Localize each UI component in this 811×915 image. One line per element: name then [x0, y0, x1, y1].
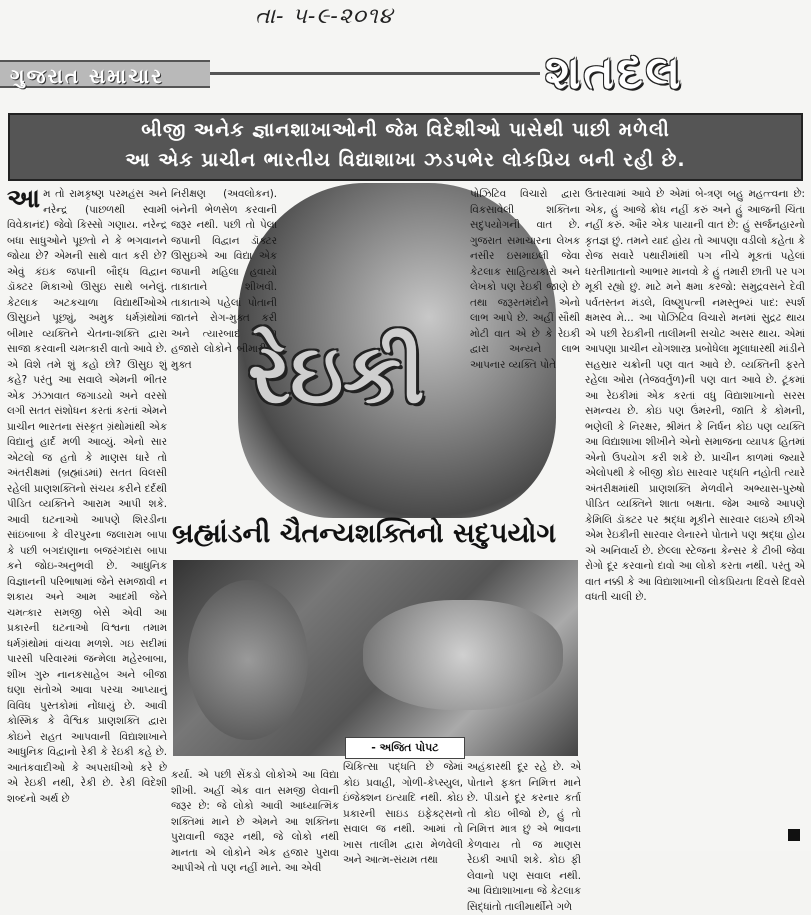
article-column-3: પોઝિટિવ વિચારો દ્વારા વિકસાવેલી શક્તિના સદુપયોગની વાત છે. ગુજરાત સમાચારના લેખક નસીર ઇસમાઇલી જેવા કેટલાક સાહિત્યકારો અને લેખકો પણ રેઇકી જાણે છે તથા જરૂરતમંદોને એનો લાભ આપે છે. અહીં સૌથી મોટી વાત એ છે કે રેઇકી દ્વારા અન્યને લાભ આપનાર વ્યક્તિ પોતે: [470, 188, 580, 371]
handwritten-date: તા- ૫-૯-૨૦૧૪: [255, 4, 394, 29]
article-end-mark: [788, 829, 800, 841]
article-title: રેઇકી: [248, 327, 425, 422]
article-column-1: [7, 184, 167, 844]
photo-face-shape: [188, 580, 308, 740]
headline-banner: [8, 113, 803, 181]
drop-cap: આ: [7, 184, 41, 214]
column-1-text: મ તો રામકૃષ્ણ પરમહંસ અને નરેન્દ્ર (પાછળથી સ્વામી વિવેકાનંદ) જેવો કિસ્સો ગણાય. નરેન્દ્ર બધા સાધુઓને પૂછતો ને કે ભગવાનને જોયા છે? એમની સાથે વાત કરી છે? એવું કંઇક જપાની બૌદ્ધ વિદ્વાન ડૉક્ટર મિકાઓ ઊસુઇ સાથે બનેલું. કેટલાક અટકચાળા વિદ્યાર્થીઓએ ઊસુઇને પૂછ્યું, અમુક ધર્મગ્રંથોમાં બીમાર વ્યક્તિને ચેતના-શક્તિ દ્વારા સાજા કરવાની ચમત્કારી વાતો આવે છે. એ વિશે તમે શું કહો છો? ઊસુઇ શું કહે? પરંતુ આ સવાલે એમની ભીતર એક ઝંઝાવાત જગાડયો અને વરસો લગી સતત સંશોધન કરતાં કરતાં એમને પ્રાચીન ભારતના સંસ્કૃત ગ્રંથોમાંથી એક વિદ્યાનું હાર્દ મળી આવ્યું. એનો સાર એટલો જ હતો કે માણસ ધારે તો અંતરીક્ષમાં (બ્રહ્માંડમાં) સતત વિલસી રહેલી પ્રાણશક્તિનો સંચય કરીને દર્દથી પીડિત વ્યક્તિને આરામ આપી શકે. આવી ઘટનાઓ આપણે શિરડીના સાંઇબાબા કે વીરપુરના જલારામ બાપા કે પછી બગદાણાના બજરંગદાસ બાપા કને જોઇ-અનુભવી છે. આધુનિક વિજ્ઞાનની પરિભાષામાં જેને સમજાવી ન શકાય અને આમ આદમી જેને ચમત્કાર સમજી બેસે એવી આ પ્રકારની ઘટનાઓ વિશ્વના તમામ ધર્મગ્રંથોમાં વાંચવા મળશે. ગઇ સદીમાં પારસી પરિવારમાં જન્મેલા મહેરબાબા, શીખ ગુરુ નાનકસાહેબ અને બીજા ઘણા સંતોએ આવા પરચા આપ્યાનું વિવિધ પુસ્તકોમાં નોંધાયું છે. આવી કોસ્મિક કે વૈશ્વિક પ્રાણશક્તિ દ્વારા કોઇને રાહત આપવાની વિદ્યાશાખાને આધુનિક વિદ્વાનો રેકી કે રેઇકી કહે છે. આતંકવાદીઓ કે અપરાધીઓ કરે છે એ રેઇકી નથી, રેકી છે. રેકી વિદેશી શબ્દનો અર્થ છે: [7, 188, 167, 805]
header-rule: [210, 72, 540, 75]
author-byline: - અજિત પોપટ: [345, 737, 465, 759]
section-title: શતદલ: [545, 45, 684, 99]
article-column-3-bottom: ચિકિત્સા પદ્ધતિ છે જેમાં કોઇ પ્રવાહી, ગોળી-કેપ્સ્યુલ, ઇંજેક્શન ઇત્યાદિ નથી. કોઇ પ્રકારની સાઇડ ઇફેક્ટ્સનો સવાલ જ નથી. આમાં તો ખાસ તાલીમ દ્વારા મેળવેલી અને આત્મ-સંયમ તથા: [343, 761, 463, 866]
photo-hands-shape: [363, 600, 563, 710]
article-column-2-bottom: કર્યા. એ પછી સેંકડો લોકોએ આ વિદ્યા શીખી. અહીં એક વાત સમજી લેવાની જરૂર છે: જે લોકો આવી આધ્યાત્મિક શક્તિમાં માને છે એમને આ શક્તિના પુરાવાની જરૂર નથી, જે લોકો નથી માનતા એ લોકોને એક હજાર પુરાવા આપીએ તો પણ નહીં માને. આ એવી: [171, 769, 339, 874]
article-column-2: નિરીક્ષણ (અવલોકન). બંનેની ભેળસેળ કરવાની જરૂર નથી. પછી તો પેલા જપાની વિદ્વાન ડૉક્ટર ઊસુઇએ આ વિદ્યા એક જપાની મહિલા હવાયો તાકાતાને શીખવી. તાકાતાએ પહેલાં પોતાની જાતને રોગ-મુક્ત કરી અને ત્યારબાદ બીજા હજારો લોકોને બીમારીથી મુક્ત: [171, 188, 277, 371]
headline-line-2: આ એક પ્રાચીન ભારતીય વિદ્યાશાખા ઝડપભેર લોકપ્રિય બની રહી છે.: [125, 149, 686, 171]
newspaper-masthead: ગુજરાત સમાચાર: [0, 60, 210, 88]
article-column-4: ઉતારવામાં આવે છે એમાં બે-ત્રણ બહુ મહત્ત્વના છે: એક, હું આજે ક્રોધ નહીં કરું અને હું આજની ચિંતા નહીં કરું. ઔર એક પાયાની વાત છે: હું સર્જનહારનો કૃતજ્ઞ છું. તમને યાદ હોય તો આપણા વડીલો કહેતા કે રોજ સવારે પથારીમાંથી પગ નીચે મૂકતાં પહેલાં ધરતીમાતાનો આભાર માનવો કે હું તમારી છાતી પર પગ મૂકી રહ્યો છું. માટે મને ક્ષમા કરજો: સમુદ્રવસને દેવી પર્વતસ્તન મંડલે, વિષ્ણુપત્ની નમસ્તુભ્યં પાદ: સ્પર્શ ક્ષમસ્વ મે... આ પોઝિટિવ વિચારો મનમાં સુદ્રઢ થાય એ પછી રેઇકીની તાલીમની સચોટ અસર થાય. એમાં આપણા પ્રાચીન યોગશાસ્ત્ર પ્રબોધેલા મૂલાધારથી માંડીને સહસ્રાર ચક્રોની પણ વાત આવે છે. વ્યક્તિની ફરતે રહેલા ઓરા (તેજવર્તુળ)ની પણ વાત આવે છે. ટૂંકમાં આ રેઇકીમાં એક કરતાં વધુ વિદ્યાશાખાનો સરસ સમન્વય છે. કોઇ પણ ઉંમરની, જાતિ કે કોમની, ભણેલી કે નિરક્ષર, શ્રીમંત કે નિર્ધન કોઇ પણ વ્યક્તિ આ વિદ્યાશાખા શીખીને એનો સમાજના વ્યાપક હિતમાં એનો ઉપયોગ કરી શકે છે. પ્રાચીન કાળમાં જ્યારે એલોપથી કે બીજી કોઇ સારવાર પદ્ધતિ નહોતી ત્યારે અંતરીક્ષમાંથી પ્રાણશક્તિ મેળવીને અભ્યાસ-પુરુષો પીડિત વ્યક્તિને શાતા બક્ષતા. જેમ આજે આપણે કેમિલિ ડૉક્ટર પર શ્રદ્ધા મૂકીને સારવાર લઇએ છીએ એમ રેઇકીની સારવાર લેનારને પોતાને પણ શ્રદ્ધા હોય એ અનિવાર્ય છે. છેલ્લા સ્ટેજના કેન્સર કે ટીબી જેવા રોગો દૂર કરવાનો દાવો આ લોકો કરતા નથી. પરંતુ એ વાત નક્કી કે આ વિદ્યાશાખાની લોકપ્રિયતા દિવસે દિવસે વધતી ચાલી છે.: [585, 188, 805, 603]
article-subtitle: બ્રહ્માંડની ચૈતન્યશક્તિનો સદુપયોગ: [172, 518, 557, 549]
reiki-treatment-photo: [173, 560, 578, 756]
headline-line-1: બીજી અનેક જ્ઞાનશાખાઓની જેમ વિદેશીઓ પાસેથી પાછી મળેલી: [141, 119, 670, 141]
article-column-4-bottom: અહંકારથી દૂર રહે છે. એ પોતાને ફક્ત નિમિત્ત માને છે. પીડાને દૂર કરનાર કર્તા તો કોઇ બીજો છે, હું તો નિમિત્ત માત્ર છું એ ભાવના કેળવાય તો જ માણસ રેઇકી આપી શકે. કોઇ ફી લેવાનો પણ સવાલ નથી. આ વિદ્યાશાખાના જે કેટલાક સિદ્ધાંતો તાલીમાર્થીને ગળે: [467, 761, 581, 913]
